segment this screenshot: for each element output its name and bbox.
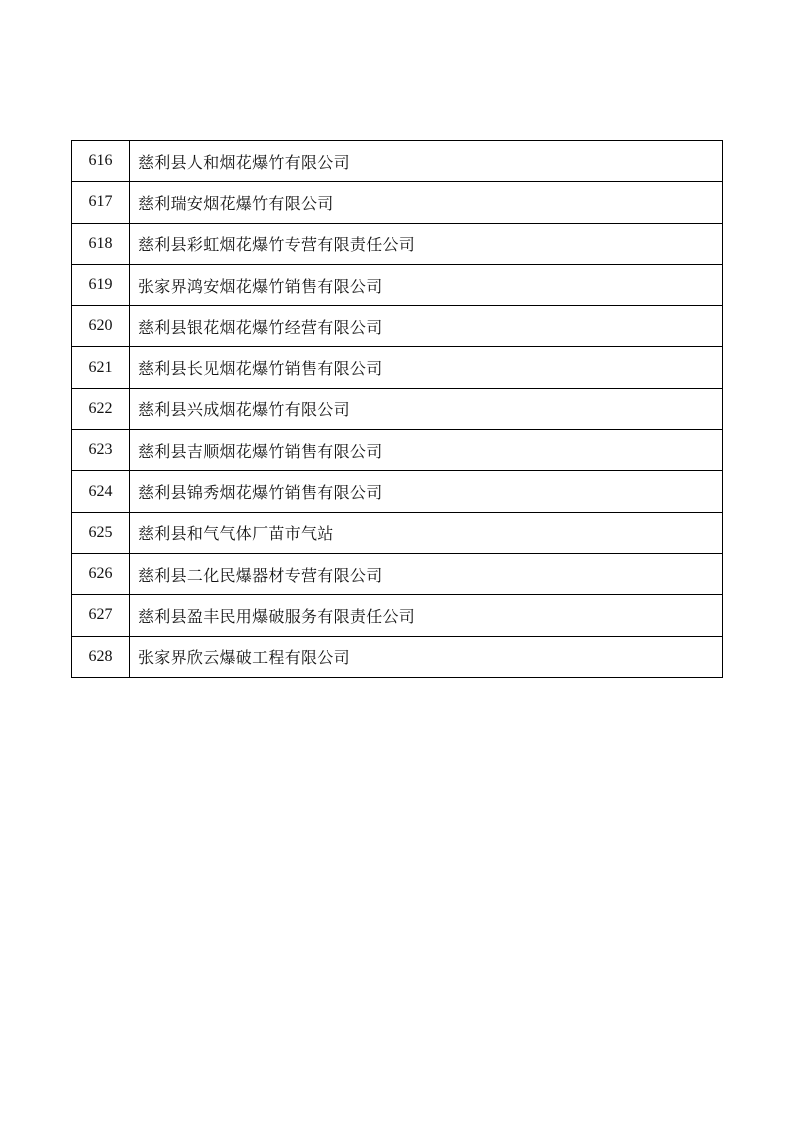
table-row — [72, 264, 723, 305]
table-row — [72, 223, 723, 264]
company-name: 慈利县吉顺烟花爆竹销售有限公司 — [130, 430, 723, 471]
company-name: 慈利县锦秀烟花爆竹销售有限公司 — [130, 471, 723, 512]
company-name: 慈利县彩虹烟花爆竹专营有限责任公司 — [130, 223, 723, 264]
company-name: 慈利县兴成烟花爆竹有限公司 — [130, 388, 723, 429]
row-number: 624 — [72, 471, 130, 512]
row-number: 622 — [72, 388, 130, 429]
row-number: 620 — [72, 306, 130, 347]
company-name: 慈利县人和烟花爆竹有限公司 — [130, 141, 723, 182]
table-row — [72, 141, 723, 182]
row-number: 617 — [72, 182, 130, 223]
table-row — [72, 595, 723, 636]
table-row — [72, 388, 723, 429]
table-row — [72, 430, 723, 471]
company-name: 慈利县长见烟花爆竹销售有限公司 — [130, 347, 723, 388]
row-number: 621 — [72, 347, 130, 388]
row-number: 616 — [72, 141, 130, 182]
company-name: 慈利县盈丰民用爆破服务有限责任公司 — [130, 595, 723, 636]
table-row — [72, 636, 723, 677]
table-row — [72, 306, 723, 347]
row-number: 627 — [72, 595, 130, 636]
company-name: 张家界欣云爆破工程有限公司 — [130, 636, 723, 677]
row-number: 623 — [72, 430, 130, 471]
company-name: 慈利瑞安烟花爆竹有限公司 — [130, 182, 723, 223]
table-row — [72, 553, 723, 594]
company-name: 慈利县二化民爆器材专营有限公司 — [130, 553, 723, 594]
row-number: 625 — [72, 512, 130, 553]
row-number: 626 — [72, 553, 130, 594]
row-number: 619 — [72, 264, 130, 305]
table-row — [72, 471, 723, 512]
row-number: 628 — [72, 636, 130, 677]
table-row — [72, 182, 723, 223]
company-table — [71, 140, 723, 678]
row-number: 618 — [72, 223, 130, 264]
company-name: 张家界鸿安烟花爆竹销售有限公司 — [130, 264, 723, 305]
company-name: 慈利县和气气体厂苗市气站 — [130, 512, 723, 553]
company-name: 慈利县银花烟花爆竹经营有限公司 — [130, 306, 723, 347]
table-row — [72, 512, 723, 553]
table-row — [72, 347, 723, 388]
